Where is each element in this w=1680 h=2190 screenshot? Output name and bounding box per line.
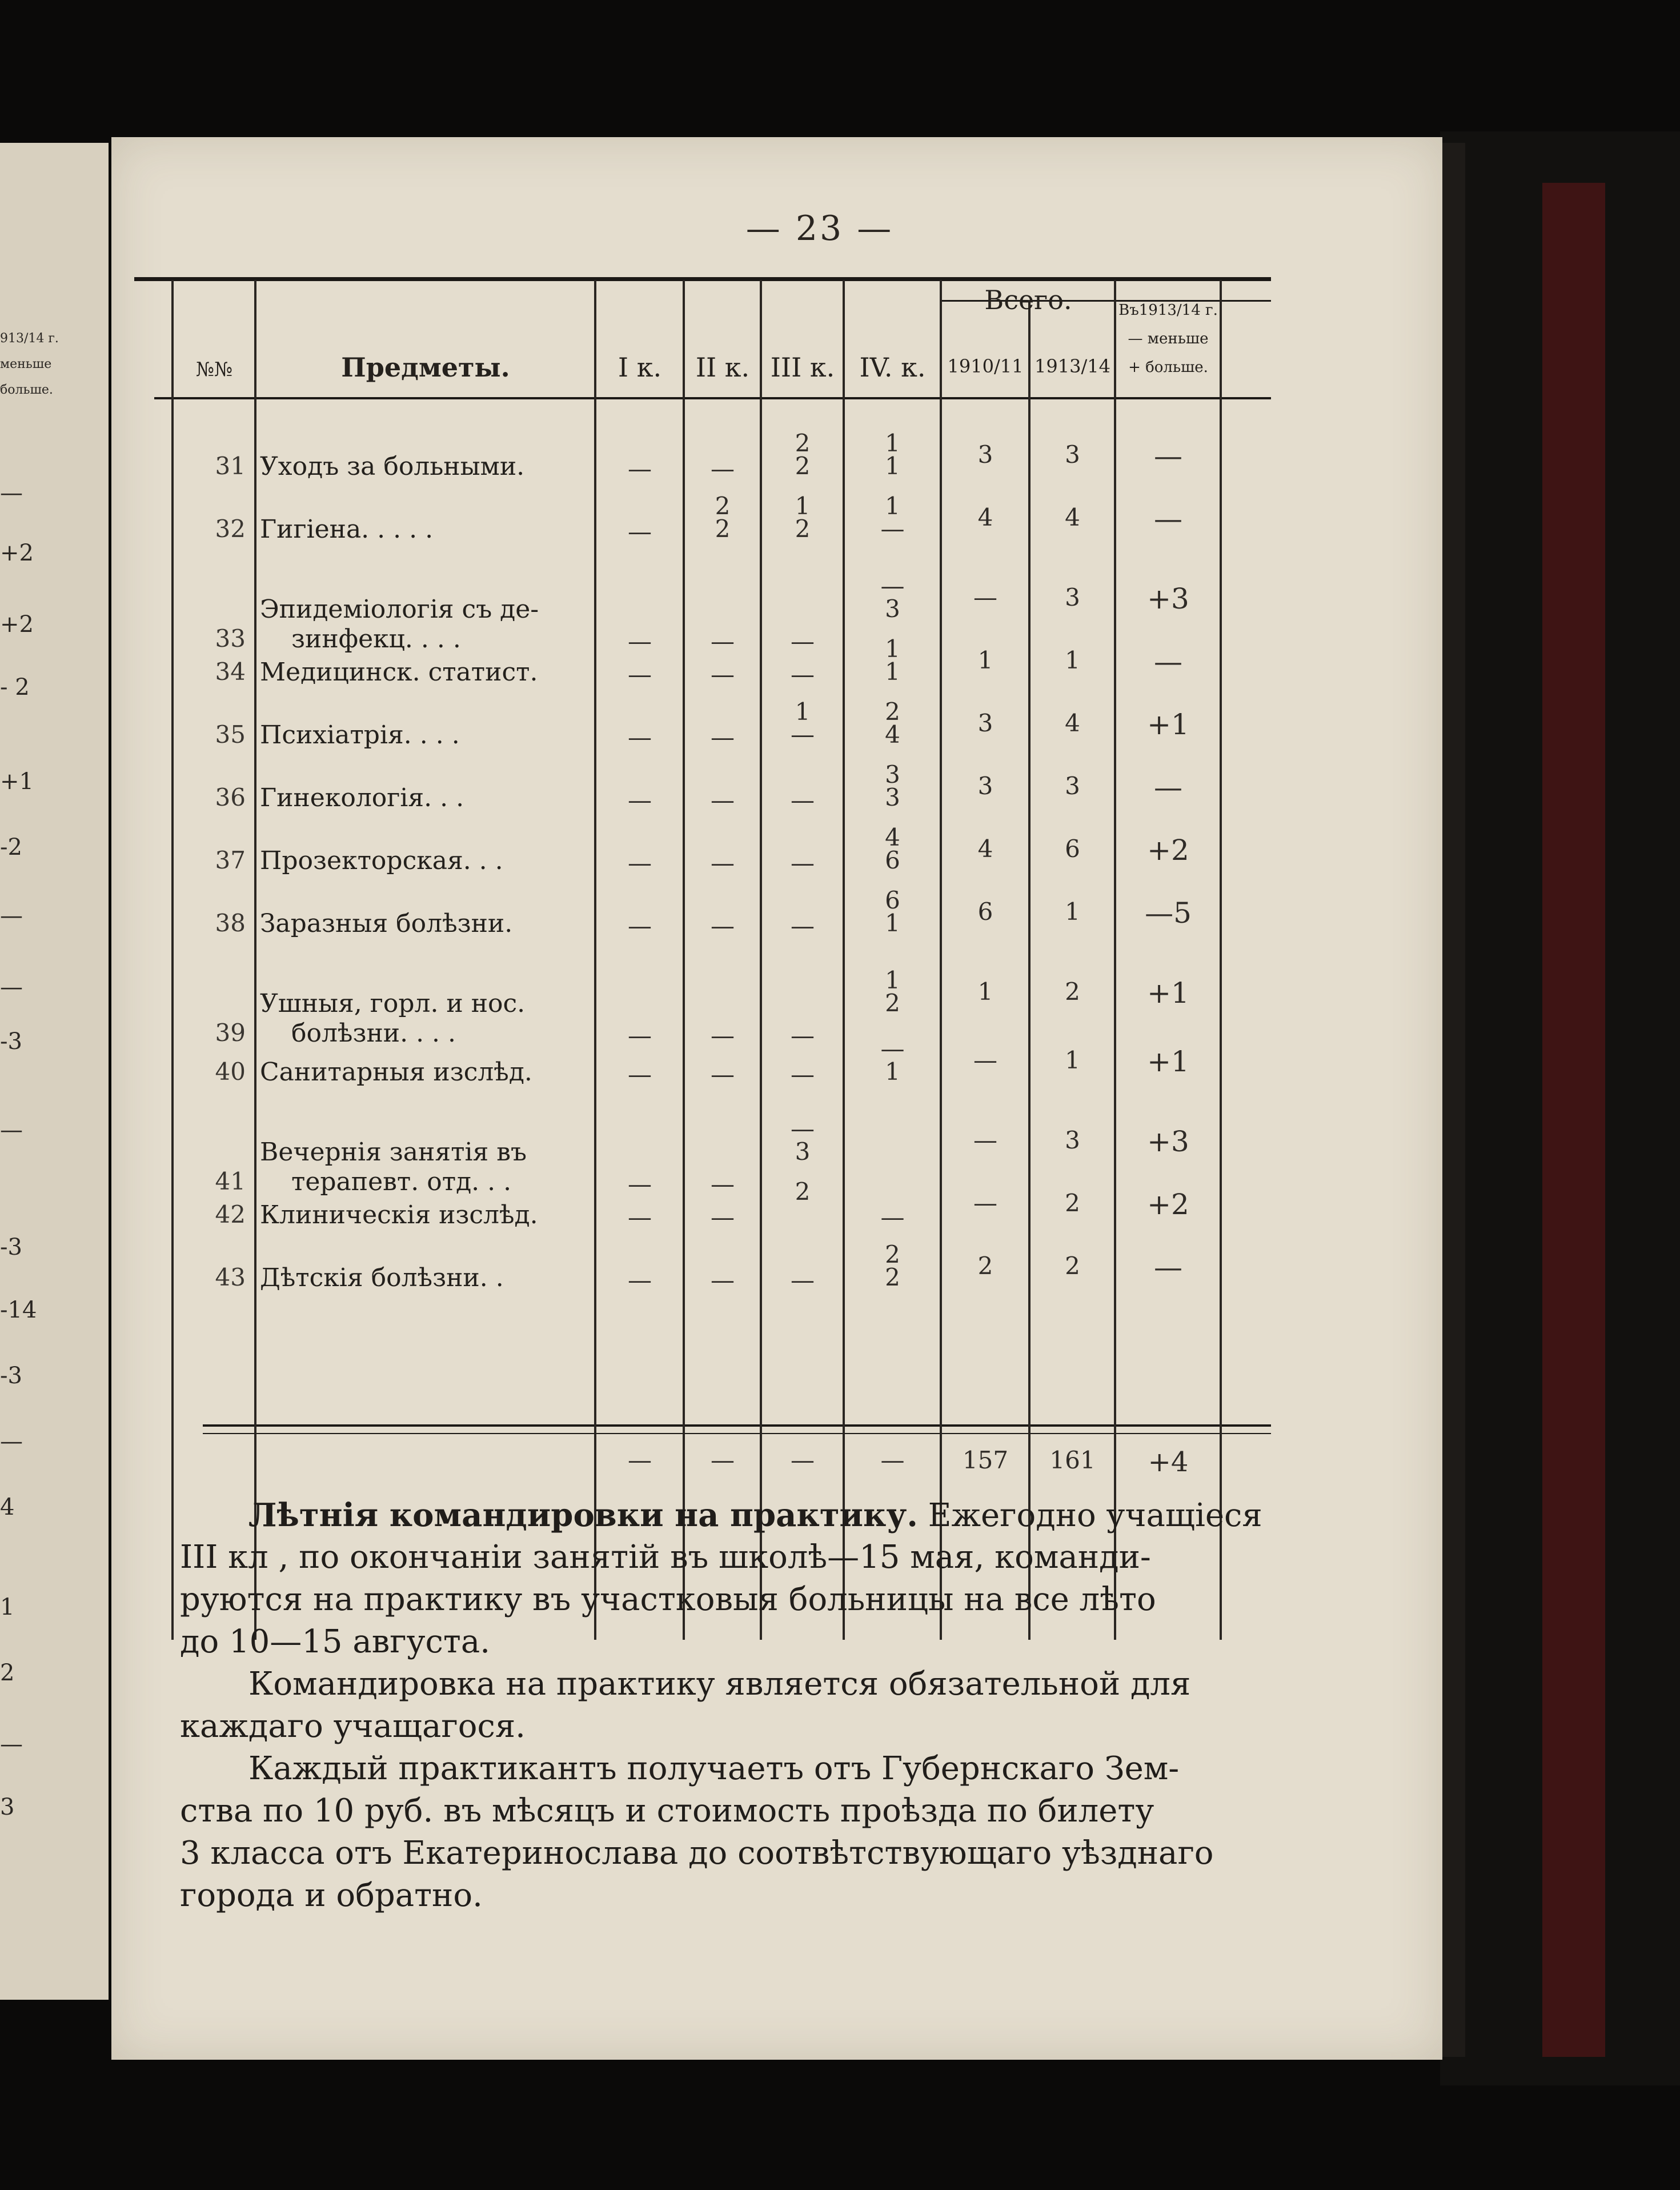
cell-k1: — xyxy=(628,723,652,751)
row-number: 32 xyxy=(215,515,246,543)
cell-diff: — xyxy=(1154,439,1182,473)
cell-k1: — xyxy=(628,1022,652,1050)
row-subject: Прозекторская. . . xyxy=(260,846,503,875)
cell-k1: — xyxy=(628,1170,652,1198)
row-number: 42 xyxy=(215,1200,246,1228)
cell-k3: 2 xyxy=(795,515,811,543)
cell-k4: 4 xyxy=(885,823,900,851)
cell-diff: +2 xyxy=(1147,834,1189,867)
col-border xyxy=(1220,280,1222,1640)
cell-y1913: 4 xyxy=(1065,709,1080,737)
cell-y1913: 3 xyxy=(1065,1126,1080,1154)
left-page-value: - 2 xyxy=(0,674,30,700)
cell-k4: 6 xyxy=(885,846,900,874)
cell-diff: —5 xyxy=(1145,896,1192,930)
cell-k1: — xyxy=(628,786,652,814)
cell-k4: 1 xyxy=(885,429,900,457)
left-page-header: больше. xyxy=(0,383,53,397)
cell-k4: 3 xyxy=(885,760,900,788)
cell-k4: — xyxy=(880,1203,905,1231)
cell-k4: 1 xyxy=(885,658,900,686)
cell-k4: 4 xyxy=(885,720,900,748)
cell-k4: 1 xyxy=(885,635,900,663)
col-border xyxy=(1114,280,1116,1640)
header-k1: I к. xyxy=(618,352,662,383)
left-page-value: — xyxy=(0,1731,23,1757)
left-page-value: — xyxy=(0,480,23,506)
cell-k3: 2 xyxy=(795,429,811,457)
row-number: 33 xyxy=(215,624,246,652)
cell-y1910: — xyxy=(973,1126,997,1154)
total-k1: — xyxy=(628,1446,652,1474)
table-top-rule xyxy=(134,277,1271,281)
cell-k4: 1 xyxy=(885,452,900,480)
cell-k4: 1 xyxy=(885,492,900,520)
left-page-fragment xyxy=(0,143,109,2000)
row-number: 31 xyxy=(215,452,246,480)
left-page-value: -3 xyxy=(0,1028,22,1055)
book-cover-edge xyxy=(1542,183,1605,2057)
cell-y1910: 1 xyxy=(977,646,993,674)
cell-y1910: 4 xyxy=(977,835,993,863)
col-border xyxy=(594,280,596,1640)
paragraph-2-line-2: каждаго учащагося. xyxy=(180,1708,526,1745)
row-subject: Эпидемiологiя съ де- xyxy=(260,595,539,624)
cell-y1910: 4 xyxy=(977,503,993,531)
totals-rule-2 xyxy=(203,1433,1271,1434)
col-border xyxy=(171,280,174,1640)
left-page-value: +1 xyxy=(0,768,34,795)
cell-diff: +3 xyxy=(1147,1125,1189,1158)
cell-k2: — xyxy=(711,1170,735,1198)
paragraph-1-line-1-text: Ежегодно учащiеся xyxy=(917,1497,1262,1534)
cell-k4: 6 xyxy=(885,886,900,914)
cell-k4: 1 xyxy=(885,1058,900,1086)
total-y1913: 161 xyxy=(1049,1446,1096,1474)
cell-k3: — xyxy=(791,849,815,877)
left-page-header: 913/14 г. xyxy=(0,331,59,346)
cell-y1913: 4 xyxy=(1065,503,1080,531)
row-number: 39 xyxy=(215,1019,246,1047)
row-subject: Заразныя болѣзни. xyxy=(260,909,513,938)
row-number: 40 xyxy=(215,1058,246,1086)
row-subject: Клиническiя изслѣд. xyxy=(260,1200,538,1230)
left-page-value: — xyxy=(0,974,23,1000)
cell-k3: 3 xyxy=(795,1138,811,1166)
cell-y1910: 3 xyxy=(977,709,993,737)
cell-y1913: 1 xyxy=(1065,898,1080,926)
row-subject: Дѣтскiя болѣзни. . xyxy=(260,1263,504,1292)
paragraph-3-line-4: города и обратно. xyxy=(180,1877,483,1914)
cell-k2: — xyxy=(711,660,735,688)
cell-diff: +3 xyxy=(1147,582,1189,615)
paragraph-3-line-2: ства по 10 руб. въ мѣсяцъ и стоимость проѣзда по билету xyxy=(180,1792,1154,1829)
cell-k4: 2 xyxy=(885,989,900,1017)
cell-k1: — xyxy=(628,627,652,655)
cell-k2: — xyxy=(711,723,735,751)
row-number: 37 xyxy=(215,846,246,874)
cell-k2: 2 xyxy=(715,515,731,543)
header-diff-1: Въ1913/14 г. xyxy=(1118,302,1218,319)
cell-k2: — xyxy=(711,455,735,483)
left-page-value: — xyxy=(0,903,23,929)
left-page-value: 3 xyxy=(0,1794,15,1820)
cell-k2: 2 xyxy=(715,492,731,520)
col-border xyxy=(683,280,685,1640)
cell-y1913: 3 xyxy=(1065,772,1080,800)
cell-diff: — xyxy=(1154,771,1182,804)
row-number: 38 xyxy=(215,909,246,937)
cell-k3: 1 xyxy=(795,698,811,726)
cell-k3: 2 xyxy=(795,1178,811,1206)
row-subject: Уходъ за больными. xyxy=(260,452,525,481)
cell-y1913: 6 xyxy=(1065,835,1080,863)
cell-diff: +1 xyxy=(1147,1045,1189,1078)
left-page-header: меньше xyxy=(0,357,52,371)
cell-k2: — xyxy=(711,1203,735,1231)
col-border xyxy=(940,280,942,1640)
col-border xyxy=(254,280,256,1640)
paragraph-1-heading: Лѣтнiя командировки на практику. xyxy=(248,1496,918,1534)
cell-y1913: 3 xyxy=(1065,583,1080,611)
header-1913: 1913/14 xyxy=(1035,355,1110,377)
cell-k4: 2 xyxy=(885,1263,900,1291)
cell-k3: — xyxy=(791,912,815,940)
left-page-value: -3 xyxy=(0,1363,22,1389)
cell-k1: — xyxy=(628,1060,652,1088)
cell-k1: — xyxy=(628,455,652,483)
cell-y1913: 1 xyxy=(1065,646,1080,674)
paragraph-1-line-2: III кл , по окончанiи занятiй въ школѣ—15 мая, команди- xyxy=(180,1539,1151,1576)
cell-k2: — xyxy=(711,912,735,940)
cell-diff: +1 xyxy=(1147,708,1189,741)
cell-k4: 1 xyxy=(885,966,900,994)
header-k4: IV. к. xyxy=(859,352,926,383)
row-subject: Гигiена. . . . . xyxy=(260,515,434,544)
cell-k1: — xyxy=(628,1266,652,1294)
row-number: 36 xyxy=(215,783,246,811)
left-page-value: 1 xyxy=(0,1594,15,1620)
cell-k4: — xyxy=(880,515,905,543)
cell-y1910: 6 xyxy=(977,898,993,926)
cell-k3: 1 xyxy=(795,492,811,520)
total-diff: +4 xyxy=(1148,1446,1189,1478)
cell-y1910: — xyxy=(973,583,997,611)
cell-k1: — xyxy=(628,1203,652,1231)
cell-y1910: 3 xyxy=(977,441,993,469)
row-subject: Вечернiя занятiя въ xyxy=(260,1138,527,1167)
left-page-value: 4 xyxy=(0,1494,15,1520)
row-subject: зинфекц. . . . xyxy=(291,624,461,654)
cell-k3: — xyxy=(791,1060,815,1088)
cell-k3: — xyxy=(791,627,815,655)
cell-k3: — xyxy=(791,1022,815,1050)
header-k3: III к. xyxy=(770,352,835,383)
cell-k3: — xyxy=(791,660,815,688)
cell-k3: — xyxy=(791,1266,815,1294)
cell-y1913: 3 xyxy=(1065,441,1080,469)
cell-k1: — xyxy=(628,912,652,940)
col-border xyxy=(843,280,845,1640)
header-diff-3: + больше. xyxy=(1128,359,1208,376)
left-page-value: — xyxy=(0,1117,23,1143)
cell-y1910: 3 xyxy=(977,772,993,800)
header-bottom-rule xyxy=(154,397,1271,399)
cell-k4: 2 xyxy=(885,698,900,726)
paragraph-1-line-1 xyxy=(248,1494,1262,1537)
header-subject: Предметы. xyxy=(341,352,510,383)
cell-diff: — xyxy=(1154,645,1182,678)
header-total: Всего. xyxy=(984,285,1072,315)
left-page-value: -14 xyxy=(0,1297,37,1323)
col-border xyxy=(760,280,762,1640)
cell-y1910: 1 xyxy=(977,978,993,1006)
cell-k4: 1 xyxy=(885,909,900,937)
page xyxy=(111,137,1442,2060)
header-1910: 1910/11 xyxy=(947,355,1024,377)
row-subject: Ушныя, горл. и нос. xyxy=(260,989,526,1018)
page-gutter-shadow xyxy=(1442,143,1465,2057)
paragraph-3-line-3: 3 класса отъ Екатеринослава до соотвѣтствующаго уѣзднаго xyxy=(180,1835,1214,1872)
cell-k3: — xyxy=(791,1115,815,1143)
left-page-value: +2 xyxy=(0,540,34,566)
cell-k1: — xyxy=(628,518,652,546)
row-subject: Санитарныя изслѣд. xyxy=(260,1058,532,1087)
header-diff-2: — меньше xyxy=(1128,330,1209,347)
cell-diff: — xyxy=(1154,1251,1182,1284)
left-page-value: — xyxy=(0,1428,23,1455)
paragraph-2-line-1: Командировка на практику является обязательной для xyxy=(248,1665,1191,1703)
row-number: 34 xyxy=(215,658,246,686)
total-k3: — xyxy=(791,1446,815,1474)
cell-k2: — xyxy=(711,849,735,877)
cell-k2: — xyxy=(711,1060,735,1088)
left-page-value: 2 xyxy=(0,1660,15,1686)
cell-k2: — xyxy=(711,627,735,655)
cell-k4: — xyxy=(880,572,905,600)
cell-y1910: — xyxy=(973,1189,997,1217)
cell-k4: 2 xyxy=(885,1240,900,1268)
row-subject: Гинекологiя. . . xyxy=(260,783,464,812)
cell-diff: +2 xyxy=(1147,1188,1189,1221)
col-border xyxy=(1028,300,1031,1640)
cell-k3: 2 xyxy=(795,452,811,480)
row-subject: Психiатрiя. . . . xyxy=(260,720,460,750)
cell-y1910: 2 xyxy=(977,1252,993,1280)
cell-k2: — xyxy=(711,1266,735,1294)
cell-y1913: 2 xyxy=(1065,1189,1080,1217)
total-k2: — xyxy=(711,1446,735,1474)
left-page-value: -3 xyxy=(0,1234,22,1260)
row-number: 43 xyxy=(215,1263,246,1291)
row-subject: болѣзни. . . . xyxy=(291,1019,456,1048)
total-y1910: 157 xyxy=(962,1446,1009,1474)
cell-k2: — xyxy=(711,1022,735,1050)
cell-k4: 3 xyxy=(885,595,900,623)
header-num: №№ xyxy=(195,358,233,381)
paragraph-3-line-1: Каждый практикантъ получаетъ отъ Губернскаго Зем- xyxy=(248,1750,1180,1787)
cell-y1910: — xyxy=(973,1046,997,1074)
cell-diff: +1 xyxy=(1147,976,1189,1010)
paragraph-1-line-4: до 10—15 августа. xyxy=(180,1623,491,1660)
cell-k3: — xyxy=(791,786,815,814)
page-number: — 23 — xyxy=(745,209,894,249)
left-page-value: +2 xyxy=(0,611,34,638)
header-k2: II к. xyxy=(695,352,750,383)
row-number: 41 xyxy=(215,1167,246,1195)
cell-k2: — xyxy=(711,786,735,814)
cell-k1: — xyxy=(628,849,652,877)
cell-y1913: 1 xyxy=(1065,1046,1080,1074)
row-number: 35 xyxy=(215,720,246,748)
row-subject: терапевт. отд. . . xyxy=(291,1167,512,1196)
cell-k3: — xyxy=(791,720,815,748)
paragraph-1-line-3: руются на практику въ участковыя больницы на все лѣто xyxy=(180,1581,1156,1618)
cell-k1: — xyxy=(628,660,652,688)
left-page-value: -2 xyxy=(0,834,22,860)
cell-y1913: 2 xyxy=(1065,1252,1080,1280)
cell-k4: 3 xyxy=(885,783,900,811)
cell-diff: — xyxy=(1154,502,1182,535)
total-k4: — xyxy=(880,1446,905,1474)
row-subject: Медицинск. статист. xyxy=(260,658,538,687)
cell-k4: — xyxy=(880,1035,905,1063)
totals-rule xyxy=(203,1424,1271,1427)
cell-y1913: 2 xyxy=(1065,978,1080,1006)
